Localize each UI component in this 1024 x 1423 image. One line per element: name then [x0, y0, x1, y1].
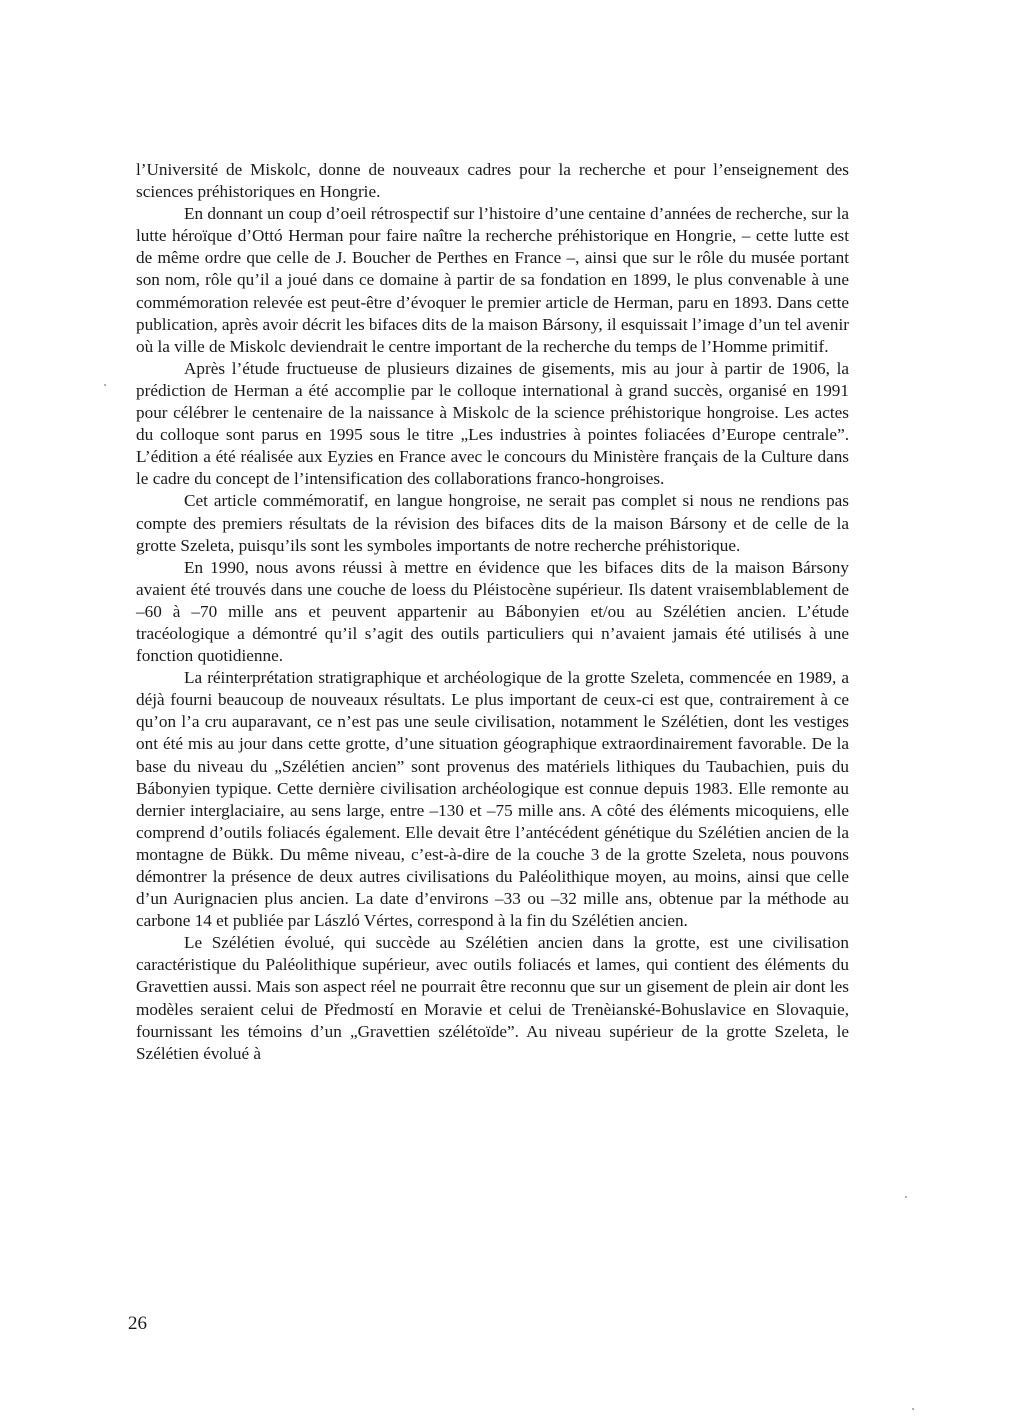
scan-speck — [905, 1196, 907, 1198]
paragraph-3: Après l’étude fructueuse de plusieurs dizaines de gisements, mis au jour à partir de 1906, la prédiction de Herman a été accomplie par le colloque international à grand succès, organisé en 1991 pour célébrer le centenaire de la naissance à Miskolc de la science préhistorique hongroise. Les actes du colloque sont parus en 1995 sous le titre „Les industries à pointes foliacées d’Europe centrale”. L’édition a été réalisée aux Eyzies en France avec le concours du Ministère français de la Culture dans le cadre du concept de l’intensification des collaborations franco-hongroises. — [136, 358, 849, 489]
body-text — [136, 159, 849, 1065]
paragraph-7: Le Szélétien évolué, qui succède au Szélétien ancien dans la grotte, est une civilisation caractéristique du Paléolithique supérieur, avec outils foliacés et lames, qui contient des éléments du Gravettien aussi. Mais son aspect réel ne pourrait être reconnu que sur un gisement de plein air dont les modèles seraient celui de Předmostí en Moravie et celui de Trenèianské-Bohuslavice en Slovaquie, fournissant les témoins d’un „Gravettien szélétoïde”. Au niveau supérieur de la grotte Szeleta, le Szélétien évolué à — [136, 933, 849, 1063]
paragraph-1: l’Université de Miskolc, donne de nouveaux cadres pour la recherche et pour l’enseignement des sciences préhistoriques en Hongrie. — [136, 160, 849, 202]
paragraph-2: En donnant un coup d’oeil rétrospectif sur l’histoire d’une centaine d’années de recherche, sur la lutte héroïque d’Ottó Herman pour faire naître la recherche préhistorique en Hongrie, – cette lutte est de même ordre que celle de J. Boucher de Perthes en France –, ainsi que sur le rôle du musée portant son nom, rôle qu’il a joué dans ce domaine à partir de sa fondation en 1899, le plus convenable à une commémoration relevée est peut-être d’évoquer le premier article de Herman, paru en 1893. Dans cette publication, après avoir décrit les bifaces dits de la maison Bársony, il esquissait l’image d’un tel avenir où la ville de Miskolc deviendrait le centre important de la recherche du temps de l’Homme primitif. — [136, 204, 849, 356]
paragraph-4: Cet article commémoratif, en langue hongroise, ne serait pas complet si nous ne rendions pas compte des premiers résultats de la révision des bifaces dits de la maison Bársony et de celle de la grotte Szeleta, puisqu’ils sont les symboles importants de notre recherche préhistorique. — [136, 491, 849, 555]
page-number: 26 — [128, 1313, 147, 1334]
scan-speck — [912, 1408, 914, 1410]
scan-speck — [104, 384, 106, 386]
paragraph-6: La réinterprétation stratigraphique et archéologique de la grotte Szeleta, commencée en 1989, a déjà fourni beaucoup de nouveaux résultats. Le plus important de ceux-ci est que, contrairement à ce qu’on l’a cru auparavant, ce n’est pas une seule civilisation, notamment le Szélétien, dont les vestiges ont été mis au jour dans cette grotte, d’une situation géographique extraordinairement favorable. De la base du niveau du „Szélétien ancien” sont provenus des matériels lithiques du Taubachien, puis du Bábonyien typique. Cette dernière civilisation archéologique est connue depuis 1983. Elle remonte au dernier interglaciaire, au sens large, entre –130 et –75 mille ans. A côté des éléments micoquiens, elle comprend d’outils foliacés également. Elle devait être l’antécédent génétique du Szélétien ancien de la montagne de Bükk. Du même niveau, c’est-à-dire de la couche 3 de la grotte Szeleta, nous pouvons démontrer la présence de deux autres civilisations du Paléolithique moyen, au moins, ainsi que celle d’un Aurignacien plus ancien. La date d’environs –33 ou –32 mille ans, obtenue par la méthode au carbone 14 et publiée par László Vértes, correspond à la fin du Szélétien ancien. — [136, 668, 849, 931]
paragraph-5: En 1990, nous avons réussi à mettre en évidence que les bifaces dits de la maison Bársony avaient été trouvés dans une couche de loess du Pléistocène supérieur. Ils datent vraisemblablement de –60 à –70 mille ans et peuvent appartenir au Bábonyien et/ou au Szélétien ancien. L’étude tracéologique a démontré qu’il s’agit des outils particuliers qui n’avaient jamais été utilisés à une fonction quotidienne. — [136, 557, 849, 666]
